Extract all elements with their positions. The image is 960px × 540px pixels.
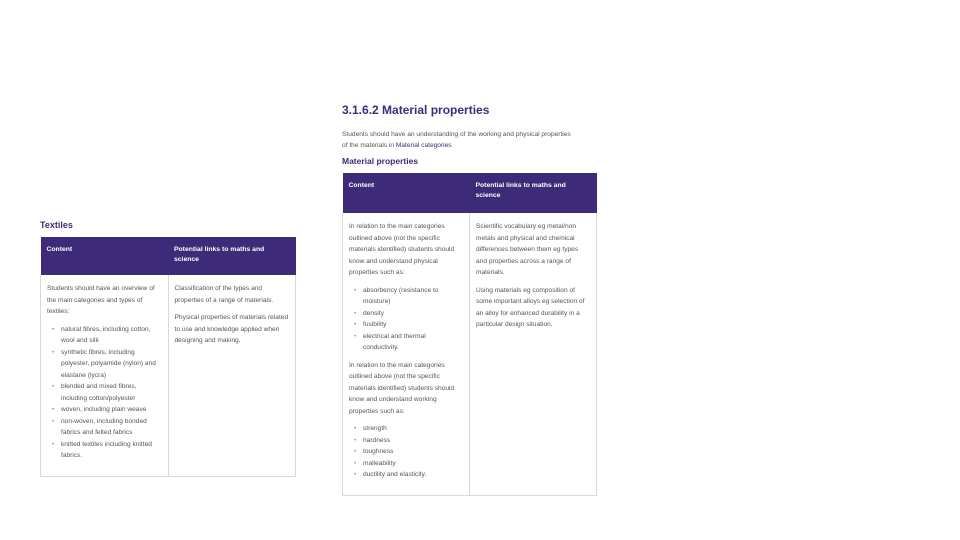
table-row (41, 275, 296, 476)
textile-types-list (47, 324, 162, 462)
material-properties-table (342, 173, 597, 496)
material-categories-link[interactable]: Material categories (395, 142, 452, 149)
list-item: • strength (363, 423, 463, 435)
content-intro-working: In relation to the main categories outlined above (not the specific materials identified) students should know and understand working properties such as: (349, 361, 455, 415)
links-cell (168, 275, 296, 476)
links-cell (470, 213, 597, 495)
links-paragraph: Classification of the types and properties of a range of materials. (174, 285, 274, 304)
list-item: • knitted textiles including knitted fabrics. (61, 439, 162, 462)
section-intro (342, 129, 577, 151)
content-intro: Students should have an overview of the main categories and types of textiles: (47, 285, 155, 315)
content-intro-physical: In relation to the main categories outlined above (not the specific materials identified) students should know and understand physical properties such as: (349, 223, 455, 276)
links-paragraph: Using materials eg composition of some important alloys eg selection of an alloy for enhanced durability in a particular design situation. (476, 286, 585, 328)
section-title-textiles: Textiles (40, 220, 73, 230)
header-links: Potential links to maths and science (470, 173, 597, 213)
material-properties-panel (342, 103, 597, 496)
list-item: • synthetic fibres, including polyester, polyamide (nylon) and elastane (lycra) (61, 347, 162, 382)
content-cell (343, 213, 470, 495)
list-item: • ductility and elasticity. (363, 469, 463, 481)
subsection-title: Material properties (342, 156, 419, 166)
list-item: • malleability (363, 458, 463, 470)
content-cell (41, 275, 169, 476)
working-properties-list (349, 423, 463, 481)
list-item: • blended and mixed fibres, including cotton/polyester (61, 381, 162, 404)
links-paragraph: Scientific vocabulary eg metal/non metals and physical and chemical differences between them eg types and properties across a range of materials. (476, 223, 579, 276)
table-row (343, 213, 597, 495)
physical-properties-list (349, 285, 463, 354)
list-item: • non-woven, including bonded fabrics and felted fabrics (61, 416, 162, 439)
table-header-row (41, 237, 296, 275)
list-item: • electrical and thermal conductivity. (363, 331, 463, 354)
list-item: • absorbency (resistance to moisture) (363, 285, 463, 308)
table-header-row (343, 173, 597, 213)
list-item: • woven, including plain weave (61, 404, 162, 416)
list-item: • natural fibres, including cotton, wool and silk (61, 324, 162, 347)
intro-text: Students should have an understanding of the working and physical properties of the materials in (342, 131, 571, 149)
list-item: • hardness (363, 435, 463, 447)
textiles-panel (40, 220, 296, 477)
links-paragraph: Physical properties of materials related to use and knowledge applied when designing and making. (174, 314, 289, 344)
textiles-table (40, 237, 296, 477)
list-item: • fusibility (363, 319, 463, 331)
header-links: Potential links to maths and science (168, 237, 296, 275)
section-title-material-properties: 3.1.6.2 Material properties (342, 103, 490, 117)
header-content: Content (41, 237, 169, 275)
list-item: • toughness (363, 446, 463, 458)
header-content: Content (343, 173, 470, 213)
list-item: • density (363, 308, 463, 320)
